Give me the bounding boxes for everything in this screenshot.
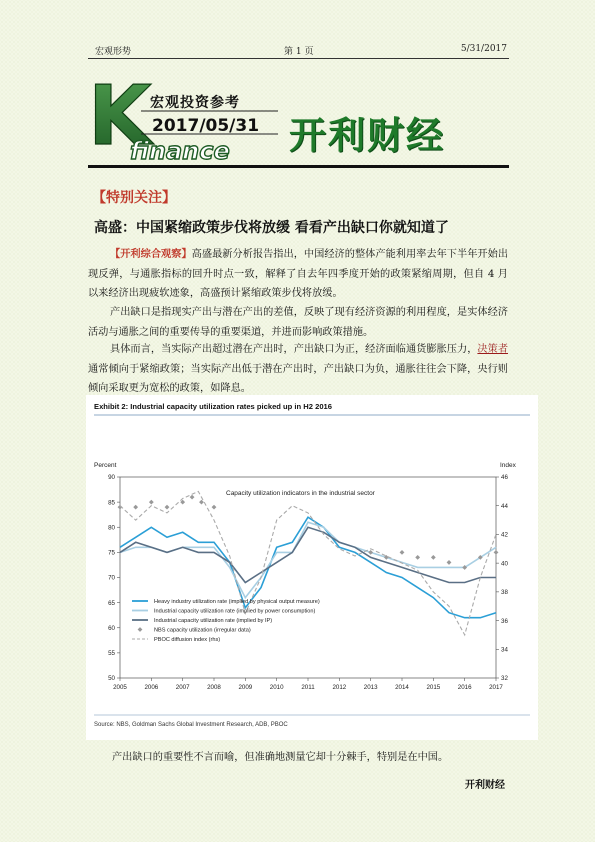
masthead-series-title: 宏观投资参考 (150, 95, 240, 111)
paragraph-1-text: 高盛最新分析报告指出，中国经济的整体产能利用率去年下半年开始出现反弹，与通胀指标的回升时点一致，解释了自去年四季度开始的政策紧缩周期，但自 4 月以来经济出现疲软迹象，高盛预计紧缩政策步伐将放缓。 (88, 249, 509, 299)
y-tick-label: 70 (108, 574, 115, 582)
x-tick-label: 2014 (395, 684, 409, 691)
chart-title: Exhibit 2: Industrial capacity utilization rates picked up in H2 2016 (94, 402, 333, 411)
paragraph-1 (88, 245, 508, 304)
nbs-data-point (212, 505, 217, 510)
y-tick-label: 75 (108, 549, 115, 557)
x-tick-label: 2016 (457, 684, 472, 691)
observation-tag: 【开利综合观察】 (110, 248, 192, 260)
y-tick-label: 85 (108, 499, 115, 507)
legend-label: NBS capacity utilization (irregular data) (154, 627, 251, 634)
article-headline: 高盛：中国紧缩政策步伐将放缓 看看产出缺口你就知道了 (94, 220, 449, 236)
x-tick-label: 2017 (489, 684, 503, 691)
y2-tick-label: 36 (501, 617, 508, 625)
y-tick-label: 50 (108, 675, 115, 683)
x-tick-label: 2015 (426, 684, 441, 691)
legend-label: PBOC diffusion index (rhs) (154, 637, 221, 644)
section-label: 【特别关注】 (92, 190, 176, 206)
chart-subtitle: Capacity utilization indicators in the industrial sector (226, 490, 375, 497)
legend-label: Industrial capacity utilization rate (implied by IP) (154, 618, 273, 625)
paragraph-2-text: 产出缺口是指现实产出与潜在产出的差值，反映了现有经济资源的利用程度，是实体经济活动与通胀之间的重要传导的重要渠道，并进而影响政策措施。 (88, 307, 508, 338)
y2-tick-label: 42 (501, 531, 508, 539)
plot-frame (120, 477, 496, 678)
y-tick-label: 90 (108, 474, 115, 482)
capacity-utilization-chart (86, 395, 538, 740)
y-tick-label: 55 (108, 650, 115, 658)
y2-tick-label: 32 (501, 675, 508, 683)
logo-finance-word: finance (130, 137, 230, 164)
y2-tick-label: 38 (501, 589, 508, 597)
nbs-data-point (149, 500, 154, 505)
series-line-2 (120, 527, 496, 582)
legend-label: Heavy industry utilization rate (implied by physical output measure) (154, 599, 320, 606)
y2-tick-label: 46 (501, 474, 508, 482)
nbs-data-point (165, 505, 170, 510)
x-tick-label: 2006 (144, 684, 159, 691)
masthead-date: 2017/05/31 (152, 116, 260, 136)
brand-name: 开利财经 (289, 114, 445, 157)
y2-tick-label: 40 (501, 560, 508, 568)
nbs-data-point (447, 560, 452, 565)
closing-paragraph: 产出缺口的重要性不言而喻，但准确地测量它却十分棘手，特别是在中国。 (112, 752, 449, 763)
nbs-data-point (199, 500, 204, 505)
paragraph-3 (88, 340, 508, 399)
legend-marker (138, 627, 143, 632)
chart-source: Source: NBS, Goldman Sachs Global Investment Research, ADB, PBOC (94, 722, 288, 728)
x-tick-label: 2005 (113, 684, 127, 691)
y-tick-label: 65 (108, 599, 115, 607)
y-tick-label: 80 (108, 524, 115, 532)
masthead-rule (88, 165, 509, 168)
header-rule (88, 58, 509, 59)
y2-tick-label: 44 (501, 502, 508, 510)
x-tick-label: 2013 (363, 684, 378, 691)
y2-axis-label: Index (500, 462, 516, 469)
x-tick-label: 2011 (301, 684, 315, 691)
y2-tick-label: 34 (501, 646, 508, 654)
y-tick-label: 60 (108, 624, 115, 632)
paragraph-3-text-a: 具体而言，当实际产出超过潜在产出时，产出缺口为正，经济面临通货膨胀压力， (110, 344, 478, 355)
paragraph-2 (88, 303, 508, 342)
x-tick-label: 2012 (332, 684, 347, 691)
signature: 开利财经 (465, 780, 505, 791)
nbs-data-point (368, 550, 373, 555)
legend-label: Industrial capacity utilization rate (implied by power consumption) (154, 608, 316, 615)
nbs-data-point (494, 550, 499, 555)
x-tick-label: 2009 (238, 684, 253, 691)
svg-text:K: K (88, 74, 152, 164)
paragraph-3-text-b: 通常倾向于紧缩政策；当实际产出低于潜在产出时，产出缺口为负，通胀往往会下降，央行则倾向采取更为宽松的政策，如降息。 (88, 363, 508, 394)
nbs-data-point (133, 505, 138, 510)
nbs-data-point (190, 495, 195, 500)
header-date: 5/31/2017 (460, 44, 507, 54)
nbs-data-point (400, 550, 405, 555)
x-tick-label: 2010 (269, 684, 284, 691)
nbs-data-point (415, 555, 420, 560)
chart-svg (86, 395, 538, 740)
nbs-data-point (431, 555, 436, 560)
page-number: 第 1 页 (284, 47, 314, 57)
policymakers-link[interactable]: 决策者 (477, 344, 509, 355)
x-tick-label: 2008 (207, 684, 221, 691)
y-axis-label: Percent (94, 462, 117, 469)
x-tick-label: 2007 (175, 684, 190, 691)
running-header-section: 宏观形势 (95, 47, 132, 57)
